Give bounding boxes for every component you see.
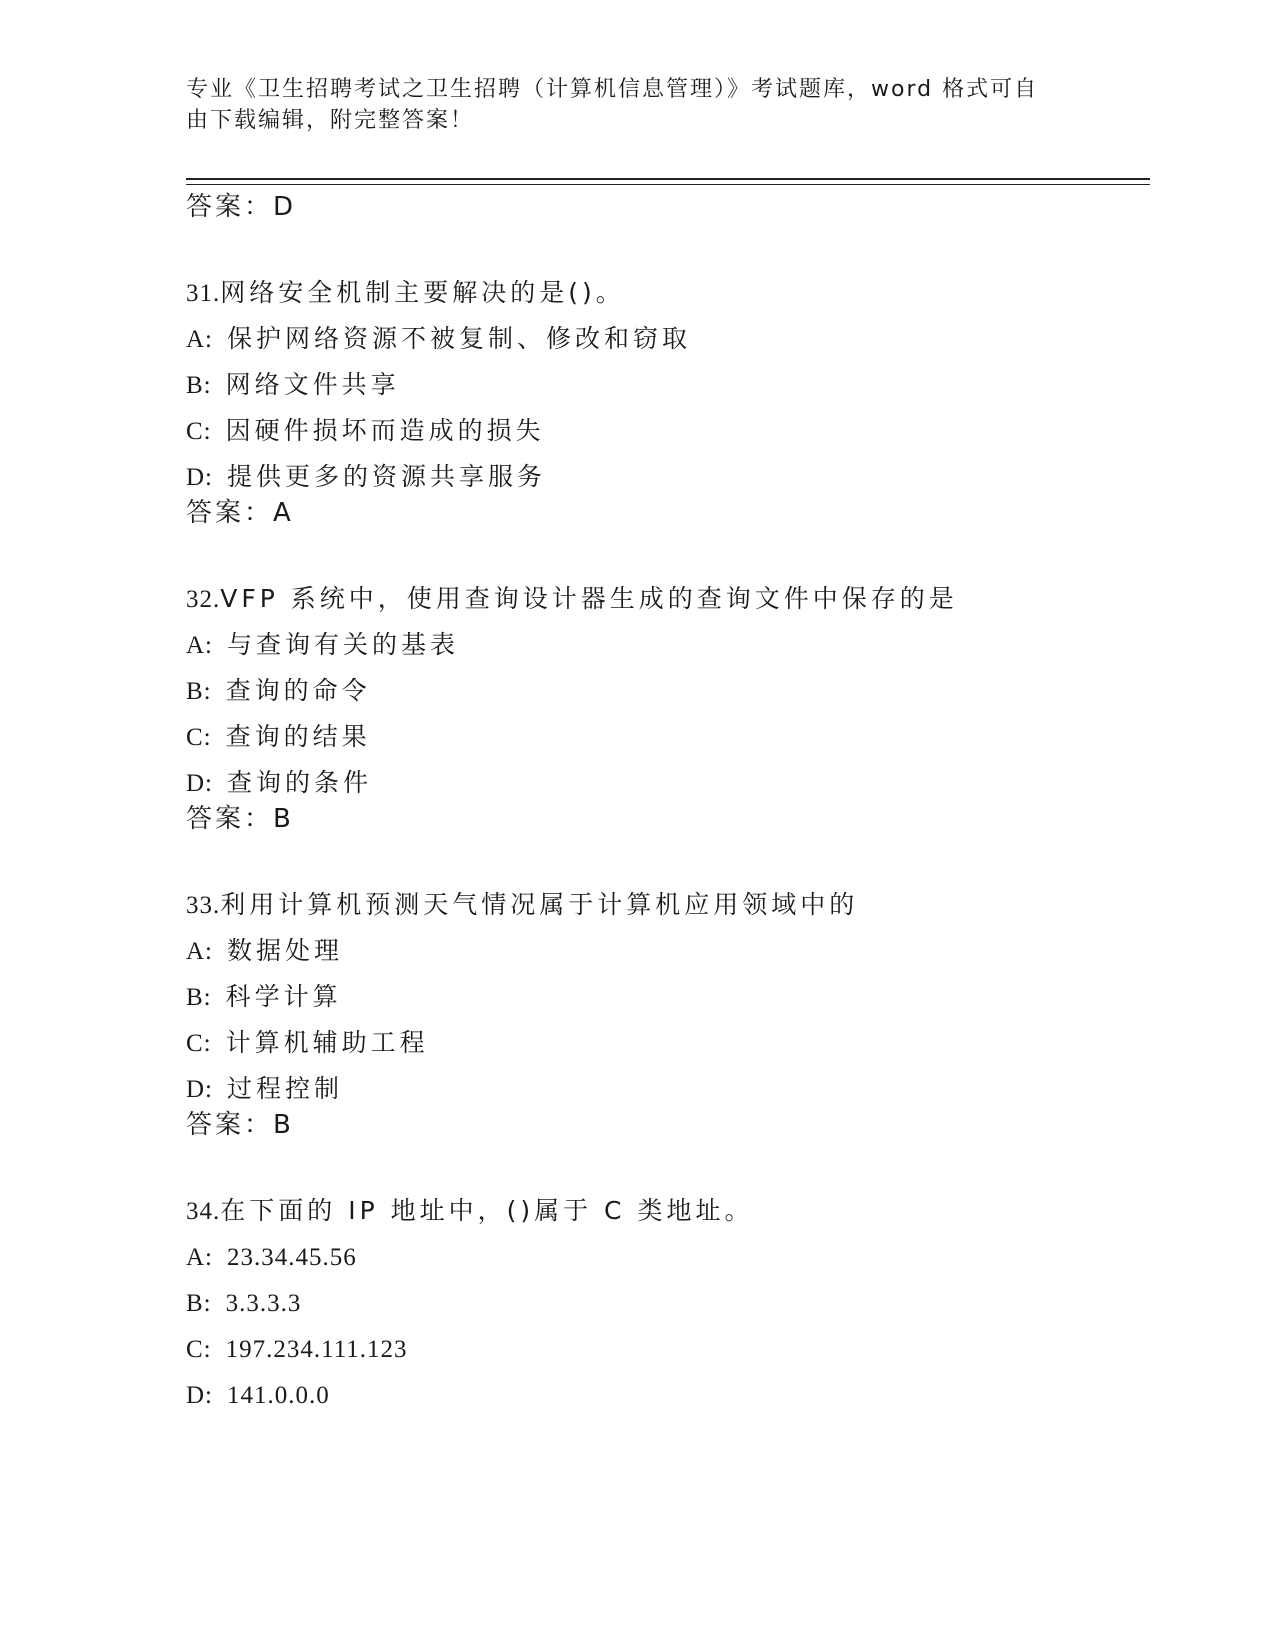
question-34 bbox=[186, 1194, 1186, 1424]
option-label: A: bbox=[186, 326, 213, 353]
header-line-2: 由下载编辑，附完整答案！ bbox=[186, 108, 475, 133]
question-number: 33. bbox=[186, 892, 221, 919]
option-b bbox=[186, 368, 1186, 414]
option-label: A: bbox=[186, 1244, 213, 1271]
answer-value: D bbox=[273, 192, 297, 222]
option-text: 查询的结果 bbox=[225, 722, 371, 751]
question-stem bbox=[186, 276, 1186, 322]
option-text: 23.34.45.56 bbox=[227, 1244, 357, 1271]
option-d bbox=[186, 1378, 1186, 1424]
option-a bbox=[186, 934, 1186, 980]
option-label: D: bbox=[186, 464, 213, 491]
option-label: B: bbox=[186, 678, 212, 705]
option-text: 与查询有关的基表 bbox=[227, 630, 460, 659]
question-stem bbox=[186, 582, 1186, 628]
answer-label: 答案： bbox=[186, 192, 274, 222]
question-number: 34. bbox=[186, 1198, 221, 1225]
answer-value: B bbox=[273, 1110, 294, 1140]
option-label: A: bbox=[186, 632, 213, 659]
option-text: 197.234.111.123 bbox=[225, 1336, 408, 1363]
question-number: 32. bbox=[186, 586, 221, 613]
option-label: C: bbox=[186, 724, 212, 751]
option-a bbox=[186, 322, 1186, 368]
option-text: 141.0.0.0 bbox=[227, 1382, 330, 1409]
header-divider-thick bbox=[186, 178, 1150, 180]
option-text: 因硬件损坏而造成的损失 bbox=[225, 416, 545, 445]
question-text: 在下面的 IP 地址中，()属于 C 类地址。 bbox=[220, 1196, 754, 1225]
question-31 bbox=[186, 276, 1186, 506]
option-c bbox=[186, 1026, 1186, 1072]
header-divider-thin bbox=[186, 184, 1150, 185]
option-label: B: bbox=[186, 372, 212, 399]
answer-line-prev bbox=[186, 190, 296, 224]
option-a bbox=[186, 628, 1186, 674]
answer-value: B bbox=[273, 804, 294, 834]
answer-line-31 bbox=[186, 496, 294, 530]
option-text: 3.3.3.3 bbox=[225, 1290, 302, 1317]
answer-label: 答案： bbox=[186, 1110, 274, 1140]
question-stem bbox=[186, 1194, 1186, 1240]
option-text: 计算机辅助工程 bbox=[225, 1028, 429, 1057]
option-b bbox=[186, 674, 1186, 720]
option-c bbox=[186, 1332, 1186, 1378]
answer-label: 答案： bbox=[186, 498, 274, 528]
option-text: 数据处理 bbox=[227, 936, 344, 965]
option-c bbox=[186, 414, 1186, 460]
question-stem bbox=[186, 888, 1186, 934]
document-header bbox=[186, 74, 1066, 136]
option-b bbox=[186, 980, 1186, 1026]
answer-line-33 bbox=[186, 1108, 294, 1142]
option-d bbox=[186, 766, 1186, 812]
question-text: 网络安全机制主要解决的是()。 bbox=[220, 278, 625, 307]
option-label: B: bbox=[186, 984, 212, 1011]
option-label: D: bbox=[186, 770, 213, 797]
option-d bbox=[186, 460, 1186, 506]
option-text: 科学计算 bbox=[225, 982, 342, 1011]
answer-line-32 bbox=[186, 802, 294, 836]
option-c bbox=[186, 720, 1186, 766]
question-text: 利用计算机预测天气情况属于计算机应用领域中的 bbox=[220, 890, 859, 919]
question-33 bbox=[186, 888, 1186, 1118]
option-text: 保护网络资源不被复制、修改和窃取 bbox=[227, 324, 692, 353]
option-text: 过程控制 bbox=[227, 1074, 344, 1103]
option-text: 提供更多的资源共享服务 bbox=[227, 462, 547, 491]
option-text: 查询的命令 bbox=[225, 676, 371, 705]
option-b bbox=[186, 1286, 1186, 1332]
option-label: D: bbox=[186, 1076, 213, 1103]
option-text: 查询的条件 bbox=[227, 768, 373, 797]
header-line-1: 专业《卫生招聘考试之卫生招聘（计算机信息管理）》考试题库，word 格式可自 bbox=[186, 77, 1039, 102]
option-label: A: bbox=[186, 938, 213, 965]
option-label: D: bbox=[186, 1382, 213, 1409]
option-a bbox=[186, 1240, 1186, 1286]
question-32 bbox=[186, 582, 1186, 812]
option-label: C: bbox=[186, 418, 212, 445]
answer-value: A bbox=[273, 498, 294, 528]
question-number: 31. bbox=[186, 280, 221, 307]
option-label: C: bbox=[186, 1336, 212, 1363]
option-d bbox=[186, 1072, 1186, 1118]
option-text: 网络文件共享 bbox=[225, 370, 400, 399]
option-label: C: bbox=[186, 1030, 212, 1057]
question-text: VFP 系统中，使用查询设计器生成的查询文件中保存的是 bbox=[220, 584, 958, 613]
option-label: B: bbox=[186, 1290, 212, 1317]
answer-label: 答案： bbox=[186, 804, 274, 834]
